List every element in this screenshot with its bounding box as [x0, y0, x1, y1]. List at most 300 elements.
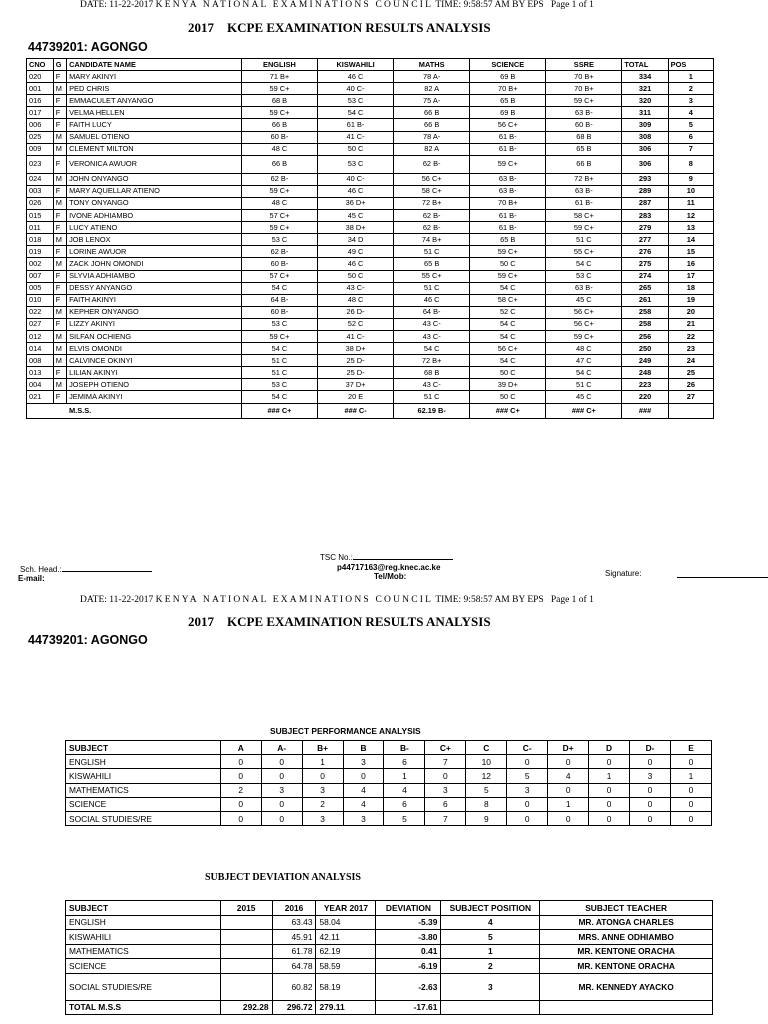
total-cell: 265 — [622, 282, 668, 294]
subject-cell: ENGLISH — [66, 915, 221, 930]
subject-cell: SCIENCE — [66, 959, 221, 974]
kiswahili-cell: 46 C — [318, 185, 394, 197]
year-2016-cell: 64.78 — [272, 959, 316, 974]
signature-label: Signature: — [605, 569, 642, 578]
table-row — [27, 71, 714, 83]
gender-cell: F — [53, 95, 66, 107]
gender-cell: M — [53, 306, 66, 318]
table-row — [66, 930, 713, 945]
name-cell: LILIAN AKINYI — [67, 367, 242, 379]
total-cell: 306 — [622, 143, 668, 155]
table-row — [27, 318, 714, 330]
grade-count-cell: 1 — [302, 755, 343, 769]
ssre-cell: 45 C — [546, 294, 622, 306]
english-cell: 59 C+ — [241, 222, 317, 234]
total-cell: 258 — [622, 306, 668, 318]
ssre-cell: 70 B+ — [546, 71, 622, 83]
year-2016-cell: 296.72 — [272, 1000, 316, 1015]
gender-cell: F — [53, 107, 66, 119]
english-cell: 53 C — [241, 318, 317, 330]
pos-cell: 3 — [668, 95, 713, 107]
grade-count-cell: 0 — [261, 811, 302, 825]
year-2017-cell: 58.04 — [316, 915, 376, 930]
pos-cell: 27 — [668, 391, 713, 403]
grade-count-cell: 0 — [220, 811, 261, 825]
table-row — [27, 234, 714, 246]
sda-col-header: DEVIATION — [376, 901, 441, 916]
grade-count-cell: 3 — [261, 783, 302, 797]
grade-count-cell: 6 — [425, 797, 466, 811]
sda-col-header: SUBJECT TEACHER — [540, 901, 713, 916]
table-row — [66, 769, 712, 783]
subject-position-cell: 4 — [441, 915, 540, 930]
grade-count-cell: 0 — [302, 769, 343, 783]
subject-position-cell — [441, 1000, 540, 1015]
header-date: DATE: 11-22-2017 — [80, 0, 154, 10]
grade-count-cell: 0 — [261, 755, 302, 769]
science-cell: 59 C+ — [470, 155, 546, 173]
total-cell: 320 — [622, 95, 668, 107]
science-cell: 70 B+ — [470, 197, 546, 209]
cno-cell: 013 — [27, 367, 54, 379]
year-2015-cell — [220, 973, 272, 1000]
science-cell: 52 C — [470, 306, 546, 318]
name-cell: SLYVIA ADHIAMBO — [67, 270, 242, 282]
english-cell: 59 C+ — [241, 185, 317, 197]
gender-cell: F — [53, 71, 66, 83]
grade-count-cell: 0 — [589, 797, 630, 811]
science-cell: 54 C — [470, 330, 546, 342]
table-row — [27, 306, 714, 318]
kiswahili-cell: 53 C — [318, 155, 394, 173]
science-cell: 54 C — [470, 355, 546, 367]
total-cell: 220 — [622, 391, 668, 403]
english-cell: 48 C — [241, 197, 317, 209]
kiswahili-cell: 37 D+ — [318, 379, 394, 391]
english-cell: 59 C+ — [241, 107, 317, 119]
name-cell: SAMUEL OTIENO — [67, 131, 242, 143]
kiswahili-cell: 40 C- — [318, 83, 394, 95]
maths-cell: 65 B — [394, 258, 470, 270]
subject-cell: SCIENCE — [66, 797, 221, 811]
pos-cell: 26 — [668, 379, 713, 391]
name-cell: VERONICA AWUOR — [67, 155, 242, 173]
subject-teacher-cell: MR. KENTONE ORACHA — [540, 944, 713, 959]
subject-teacher-cell: MRS. ANNE ODHIAMBO — [540, 930, 713, 945]
science-cell: 56 C+ — [470, 119, 546, 131]
grade-count-cell: 2 — [302, 797, 343, 811]
header-time: TIME: 9:58:57 AM BY EPS — [435, 0, 544, 10]
gender-cell: F — [53, 270, 66, 282]
mss-value: 62.19 B- — [394, 403, 470, 418]
subject-deviation-table — [65, 900, 713, 1015]
col-cno: CNO — [27, 59, 54, 71]
spa-title: SUBJECT PERFORMANCE ANALYSIS — [270, 726, 421, 736]
pos-cell: 6 — [668, 131, 713, 143]
gender-cell: F — [53, 282, 66, 294]
gender-cell: M — [53, 197, 66, 209]
telmob-label: Tel/Mob: — [374, 572, 407, 581]
pos-cell: 15 — [668, 246, 713, 258]
name-cell: LUCY ATIENO — [67, 222, 242, 234]
maths-cell: 43 C- — [394, 330, 470, 342]
table-row — [27, 197, 714, 209]
grade-count-cell: 0 — [670, 755, 711, 769]
table-row — [66, 797, 712, 811]
english-cell: 51 C — [241, 367, 317, 379]
grade-count-cell: 7 — [425, 755, 466, 769]
header-council: KENYA NATIONAL EXAMINATIONS COUNCIL — [155, 595, 434, 605]
name-cell: ELVIS OMONDI — [67, 343, 242, 355]
kiswahili-cell: 25 D- — [318, 367, 394, 379]
ssre-cell: 56 C+ — [546, 318, 622, 330]
year-2015-cell: 292.28 — [220, 1000, 272, 1015]
grade-count-cell: 5 — [507, 769, 548, 783]
email-label: E-mail: — [18, 574, 45, 583]
spa-col-header: B — [343, 741, 384, 755]
total-cell: 275 — [622, 258, 668, 270]
total-cell: 261 — [622, 294, 668, 306]
pos-cell: 7 — [668, 143, 713, 155]
gender-cell: M — [53, 258, 66, 270]
table-row — [27, 270, 714, 282]
kiswahili-cell: 41 C- — [318, 330, 394, 342]
pos-cell: 22 — [668, 330, 713, 342]
gender-cell: F — [53, 155, 66, 173]
english-cell: 57 C+ — [241, 210, 317, 222]
cno-cell: 006 — [27, 119, 54, 131]
deviation-cell: -3.80 — [376, 930, 441, 945]
english-cell: 60 B- — [241, 258, 317, 270]
pos-cell: 4 — [668, 107, 713, 119]
grade-count-cell: 0 — [343, 769, 384, 783]
table-row — [66, 973, 713, 1000]
cno-cell: 020 — [27, 71, 54, 83]
grade-count-cell: 4 — [343, 783, 384, 797]
maths-cell: 74 B+ — [394, 234, 470, 246]
science-cell: 69 B — [470, 107, 546, 119]
pos-cell: 13 — [668, 222, 713, 234]
grade-count-cell: 3 — [507, 783, 548, 797]
grade-count-cell: 3 — [630, 769, 671, 783]
english-cell: 59 C+ — [241, 330, 317, 342]
gender-cell: F — [53, 391, 66, 403]
sda-col-header: SUBJECT — [66, 901, 221, 916]
kiswahili-cell: 34 D — [318, 234, 394, 246]
total-cell: 287 — [622, 197, 668, 209]
pos-cell: 21 — [668, 318, 713, 330]
col-maths: MATHS — [394, 59, 470, 71]
table-row — [27, 131, 714, 143]
total-cell: 256 — [622, 330, 668, 342]
spa-col-header: SUBJECT — [66, 741, 221, 755]
ssre-cell: 66 B — [546, 155, 622, 173]
subject-position-cell: 1 — [441, 944, 540, 959]
total-cell: 321 — [622, 83, 668, 95]
table-row — [27, 258, 714, 270]
grade-count-cell: 0 — [548, 755, 589, 769]
total-cell: 308 — [622, 131, 668, 143]
science-cell: 69 B — [470, 71, 546, 83]
science-cell: 63 B- — [470, 173, 546, 185]
science-cell: 59 C+ — [470, 270, 546, 282]
name-cell: LIZZY AKINYI — [67, 318, 242, 330]
kiswahili-cell: 43 C- — [318, 282, 394, 294]
name-cell: FAITH AKINYI — [67, 294, 242, 306]
name-cell: JEMIMA AKINYI — [67, 391, 242, 403]
name-cell: ZACK JOHN OMONDI — [67, 258, 242, 270]
grade-count-cell: 0 — [220, 797, 261, 811]
ssre-cell: 53 C — [546, 270, 622, 282]
maths-cell: 51 C — [394, 282, 470, 294]
cno-cell: 003 — [27, 185, 54, 197]
grade-count-cell: 0 — [507, 797, 548, 811]
ssre-cell: 59 C+ — [546, 330, 622, 342]
kiswahili-cell: 38 D+ — [318, 343, 394, 355]
english-cell: 60 B- — [241, 306, 317, 318]
science-cell: 65 B — [470, 95, 546, 107]
subject-performance-table — [65, 740, 712, 826]
grade-count-cell: 3 — [302, 783, 343, 797]
name-cell: TONY ONYANGO — [67, 197, 242, 209]
grade-count-cell: 0 — [261, 769, 302, 783]
deviation-cell: 0.41 — [376, 944, 441, 959]
total-cell: 249 — [622, 355, 668, 367]
header-time: TIME: 9:58:57 AM BY EPS — [435, 595, 544, 605]
cno-cell: 023 — [27, 155, 54, 173]
grade-count-cell: 0 — [630, 797, 671, 811]
gender-cell: F — [53, 119, 66, 131]
ssre-cell: 59 C+ — [546, 95, 622, 107]
grade-count-cell: 0 — [670, 783, 711, 797]
table-row — [27, 246, 714, 258]
total-cell: 223 — [622, 379, 668, 391]
cno-cell: 027 — [27, 318, 54, 330]
col-g: G — [53, 59, 66, 71]
grade-count-cell: 0 — [220, 769, 261, 783]
maths-cell: 62 B- — [394, 222, 470, 234]
cno-cell: 015 — [27, 210, 54, 222]
maths-cell: 66 B — [394, 107, 470, 119]
pos-cell: 18 — [668, 282, 713, 294]
table-row — [66, 1000, 713, 1015]
year-2016-cell: 60.82 — [272, 973, 316, 1000]
deviation-cell: -17.61 — [376, 1000, 441, 1015]
name-cell: CALVINCE OKINYI — [67, 355, 242, 367]
subject-cell: KISWAHILI — [66, 930, 221, 945]
spa-col-header: E — [670, 741, 711, 755]
mss-row — [27, 403, 714, 418]
english-cell: 54 C — [241, 343, 317, 355]
kiswahili-cell: 48 C — [318, 294, 394, 306]
name-cell: DESSY ANYANGO — [67, 282, 242, 294]
sda-title: SUBJECT DEVIATION ANALYSIS — [205, 872, 361, 883]
header-page: Page 1 of 1 — [550, 0, 594, 10]
grade-count-cell: 1 — [589, 769, 630, 783]
grade-count-cell: 0 — [548, 783, 589, 797]
ssre-cell: 51 C — [546, 234, 622, 246]
kiswahili-cell: 20 E — [318, 391, 394, 403]
subject-position-cell: 5 — [441, 930, 540, 945]
maths-cell: 46 C — [394, 294, 470, 306]
cno-cell: 017 — [27, 107, 54, 119]
science-cell: 63 B- — [470, 185, 546, 197]
cno-cell: 007 — [27, 270, 54, 282]
pos-cell: 9 — [668, 173, 713, 185]
english-cell: 59 C+ — [241, 83, 317, 95]
header-date: DATE: 11-22-2017 — [80, 595, 154, 605]
subject-cell: KISWAHILI — [66, 769, 221, 783]
subject-teacher-cell: MR. ATONGA CHARLES — [540, 915, 713, 930]
english-cell: 60 B- — [241, 131, 317, 143]
kiswahili-cell: 46 C — [318, 258, 394, 270]
grade-count-cell: 0 — [220, 755, 261, 769]
maths-cell: 51 C — [394, 391, 470, 403]
col-total: TOTAL — [622, 59, 668, 71]
maths-cell: 68 B — [394, 367, 470, 379]
pos-cell: 16 — [668, 258, 713, 270]
kiswahili-cell: 54 C — [318, 107, 394, 119]
english-cell: 48 C — [241, 143, 317, 155]
name-cell: LORINE AWUOR — [67, 246, 242, 258]
name-cell: CLEMENT MILTON — [67, 143, 242, 155]
maths-cell: 82 A — [394, 83, 470, 95]
maths-cell: 51 C — [394, 246, 470, 258]
kiswahili-cell: 38 D+ — [318, 222, 394, 234]
kiswahili-cell: 40 C- — [318, 173, 394, 185]
grade-count-cell: 0 — [548, 811, 589, 825]
name-cell: FAITH LUCY — [67, 119, 242, 131]
science-cell: 39 D+ — [470, 379, 546, 391]
kiswahili-cell: 25 D- — [318, 355, 394, 367]
grade-count-cell: 0 — [507, 755, 548, 769]
gender-cell: M — [53, 83, 66, 95]
subject-teacher-cell: MR. KENTONE ORACHA — [540, 959, 713, 974]
email-value: p44717163@reg.knec.ac.ke — [337, 563, 441, 572]
ssre-cell: 59 C+ — [546, 222, 622, 234]
maths-cell: 56 C+ — [394, 173, 470, 185]
spa-col-header: D — [589, 741, 630, 755]
year-2017-cell: 279.11 — [316, 1000, 376, 1015]
ssre-cell: 60 B- — [546, 119, 622, 131]
maths-cell: 58 C+ — [394, 185, 470, 197]
grade-count-cell: 10 — [466, 755, 507, 769]
grade-count-cell: 2 — [220, 783, 261, 797]
ssre-cell: 68 B — [546, 131, 622, 143]
kiswahili-cell: 53 C — [318, 95, 394, 107]
page2-school: 44739201: AGONGO — [28, 633, 148, 647]
grade-count-cell: 3 — [302, 811, 343, 825]
cno-cell: 009 — [27, 143, 54, 155]
mss-value: ### C+ — [470, 403, 546, 418]
table-row — [27, 173, 714, 185]
table-row — [27, 379, 714, 391]
maths-cell: 78 A- — [394, 71, 470, 83]
header-council: KENYA NATIONAL EXAMINATIONS COUNCIL — [155, 0, 434, 10]
grade-count-cell: 0 — [670, 811, 711, 825]
maths-cell: 82 A — [394, 143, 470, 155]
english-cell: 66 B — [241, 119, 317, 131]
pos-cell: 5 — [668, 119, 713, 131]
grade-count-cell: 3 — [343, 755, 384, 769]
table-row — [27, 95, 714, 107]
gender-cell: F — [53, 185, 66, 197]
english-cell: 62 B- — [241, 173, 317, 185]
pos-cell: 1 — [668, 71, 713, 83]
ssre-cell: 63 B- — [546, 282, 622, 294]
gender-cell: M — [53, 173, 66, 185]
spa-col-header: C — [466, 741, 507, 755]
sch-head-line: Sch. Head.: — [20, 565, 152, 574]
ssre-cell: 54 C — [546, 258, 622, 270]
table-row — [66, 811, 712, 825]
ssre-cell: 56 C+ — [546, 306, 622, 318]
cno-cell: 014 — [27, 343, 54, 355]
spa-col-header: A — [220, 741, 261, 755]
spa-col-header: C+ — [425, 741, 466, 755]
ssre-cell: 48 C — [546, 343, 622, 355]
results-header-row — [27, 59, 714, 71]
cno-cell: 001 — [27, 83, 54, 95]
gender-cell: M — [53, 234, 66, 246]
pos-cell: 11 — [668, 197, 713, 209]
grade-count-cell: 0 — [670, 797, 711, 811]
science-cell: 59 C+ — [470, 246, 546, 258]
tsc-line: TSC No.: — [320, 553, 453, 562]
spa-col-header: C- — [507, 741, 548, 755]
page1-school: 44739201: AGONGO — [28, 40, 148, 54]
kiswahili-cell: 52 C — [318, 318, 394, 330]
cno-cell: 010 — [27, 294, 54, 306]
spa-col-header: B+ — [302, 741, 343, 755]
subject-teacher-cell — [540, 1000, 713, 1015]
mss-blank — [668, 403, 713, 418]
ssre-cell: 45 C — [546, 391, 622, 403]
name-cell: KEPHER ONYANGO — [67, 306, 242, 318]
cno-cell: 018 — [27, 234, 54, 246]
grade-count-cell: 1 — [548, 797, 589, 811]
maths-cell: 72 B+ — [394, 355, 470, 367]
maths-cell: 72 B+ — [394, 197, 470, 209]
total-cell: 279 — [622, 222, 668, 234]
table-row — [66, 959, 713, 974]
science-cell: 61 B- — [470, 210, 546, 222]
pos-cell: 23 — [668, 343, 713, 355]
col-ssre: SSRE — [546, 59, 622, 71]
kiswahili-cell: 26 D- — [318, 306, 394, 318]
gender-cell: M — [53, 355, 66, 367]
english-cell: 64 B- — [241, 294, 317, 306]
science-cell: 54 C — [470, 318, 546, 330]
name-cell: JOHN ONYANGO — [67, 173, 242, 185]
table-row — [27, 391, 714, 403]
year-2016-cell: 45.91 — [272, 930, 316, 945]
year-2017-cell: 58.19 — [316, 973, 376, 1000]
pos-cell: 2 — [668, 83, 713, 95]
maths-cell: 62 B- — [394, 155, 470, 173]
spa-col-header: A- — [261, 741, 302, 755]
cno-cell: 005 — [27, 282, 54, 294]
cno-cell: 022 — [27, 306, 54, 318]
pos-cell: 25 — [668, 367, 713, 379]
table-row — [27, 222, 714, 234]
spa-header-row — [66, 741, 712, 755]
maths-cell: 66 B — [394, 119, 470, 131]
gender-cell: F — [53, 367, 66, 379]
total-cell: 276 — [622, 246, 668, 258]
maths-cell: 43 C- — [394, 318, 470, 330]
year-2017-cell: 42.11 — [316, 930, 376, 945]
